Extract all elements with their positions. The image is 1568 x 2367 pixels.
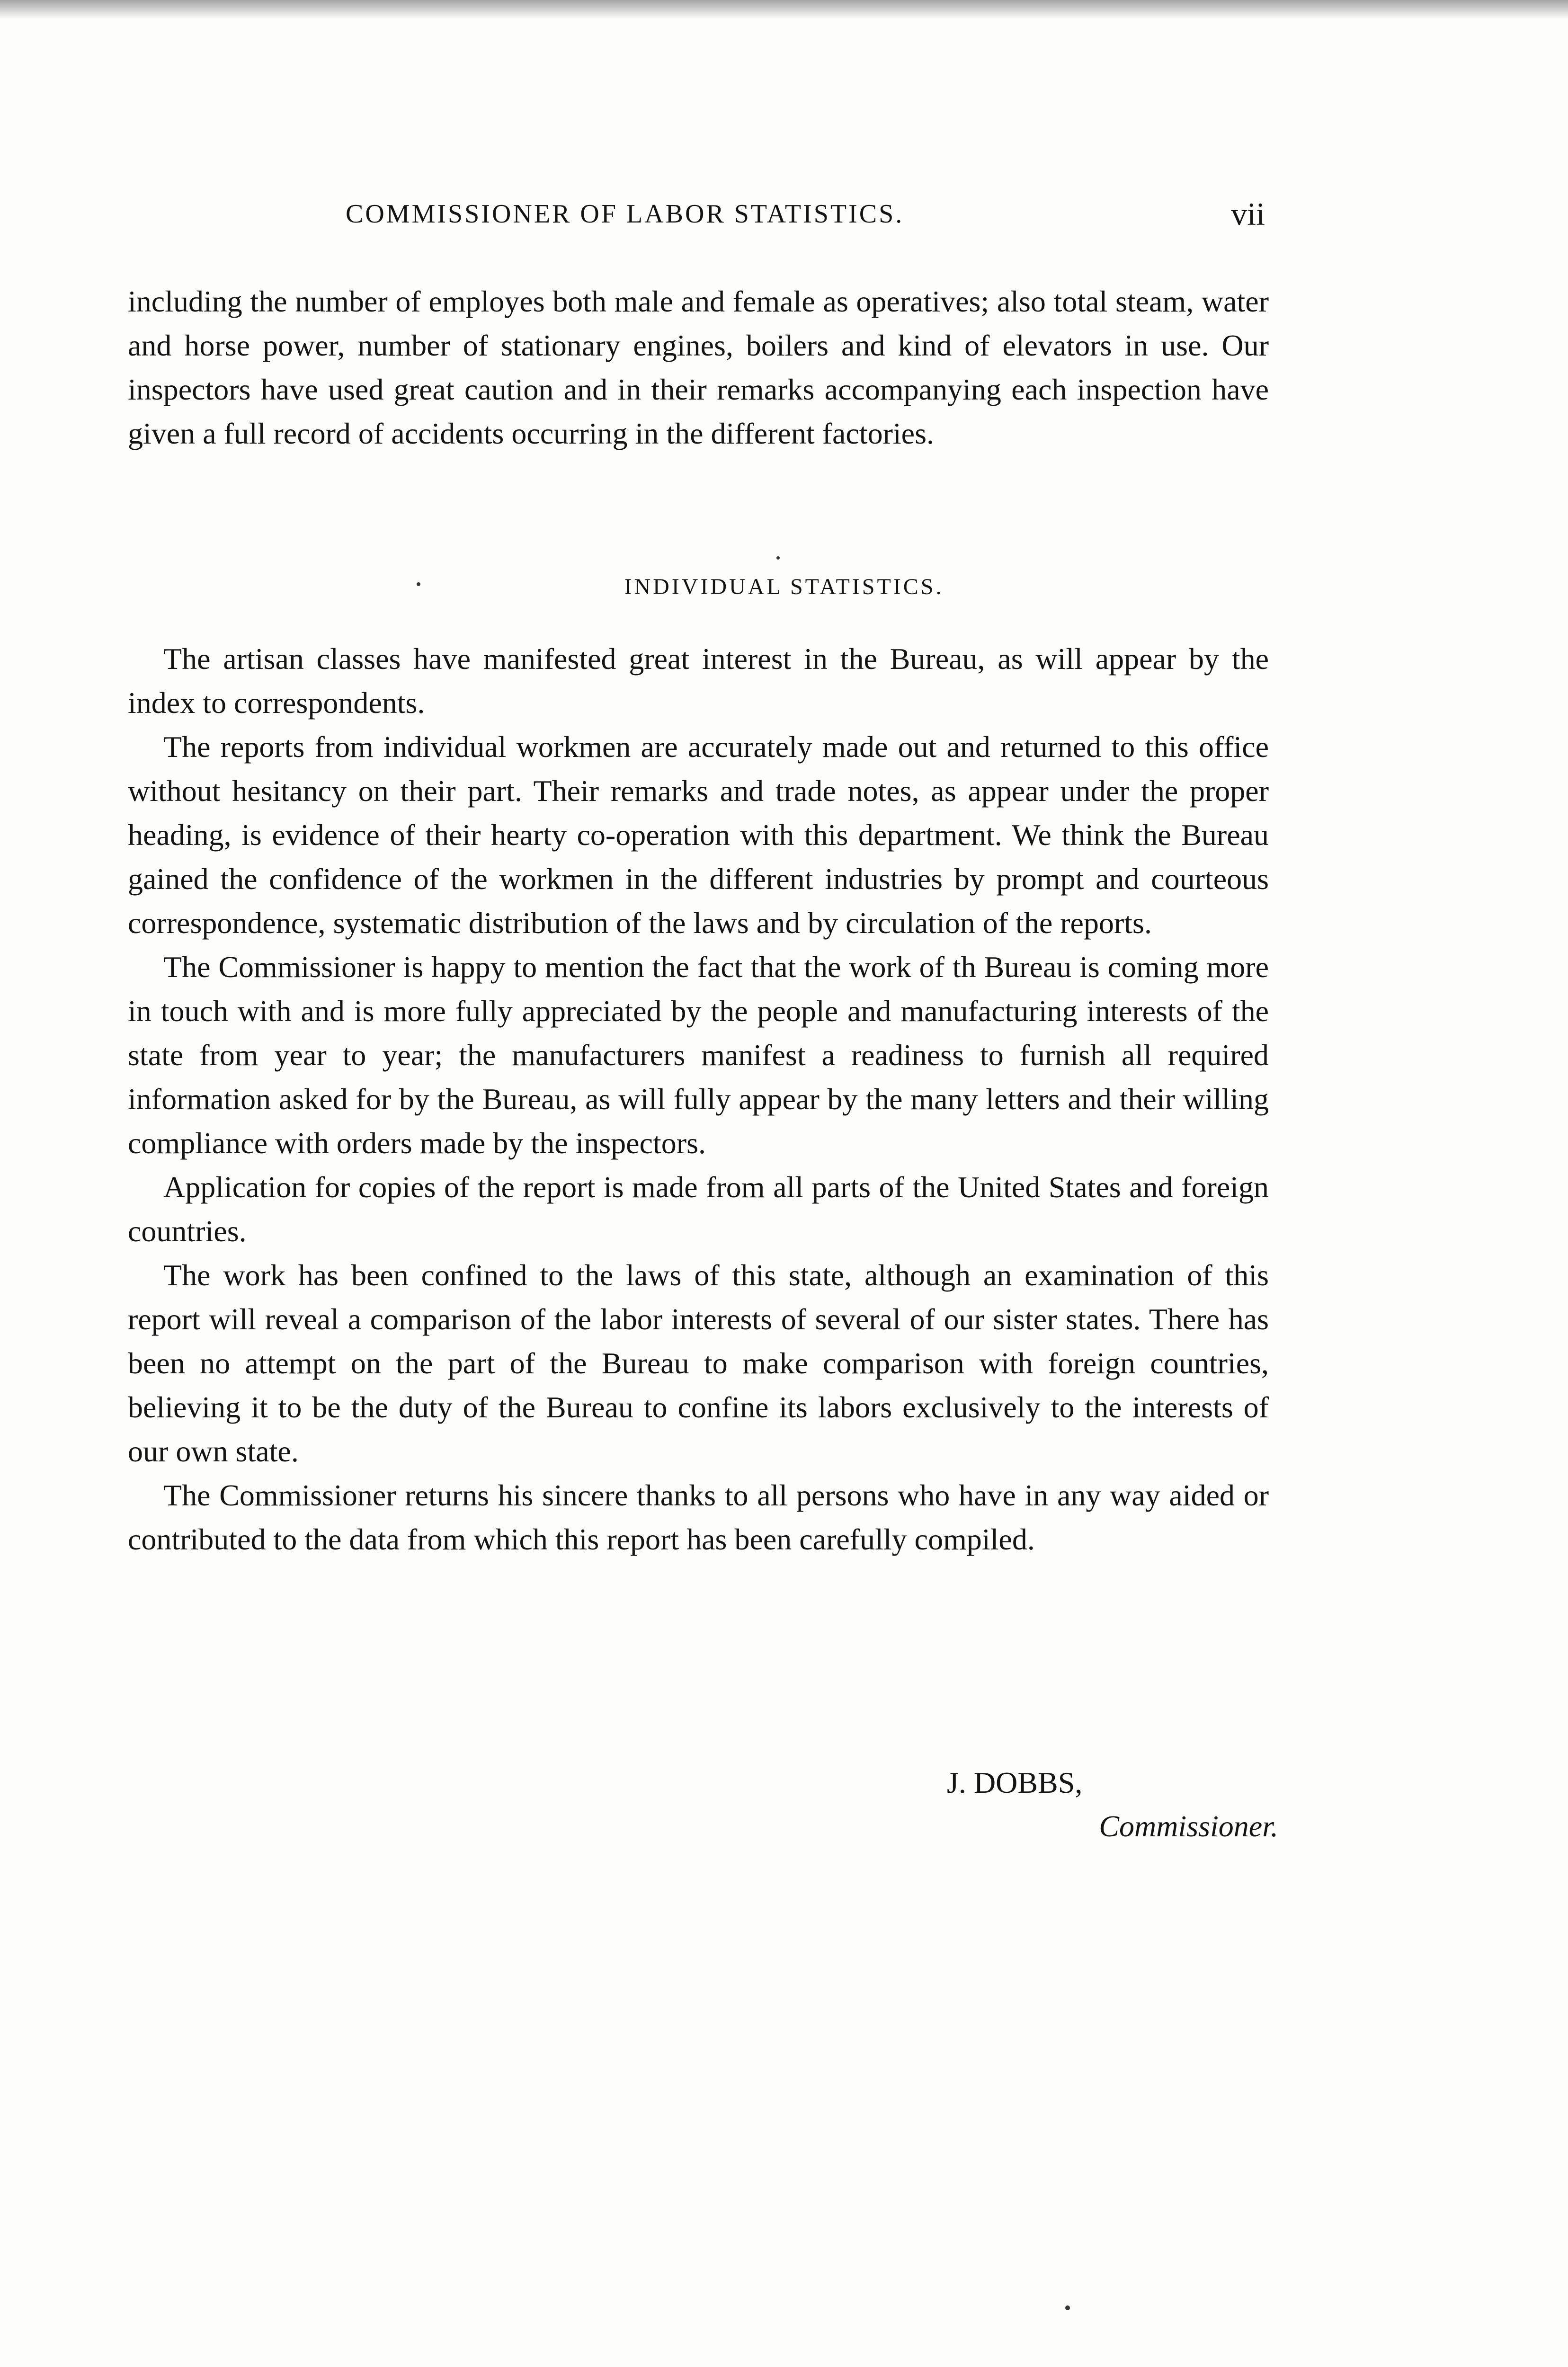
paragraph-individual-reports: The reports from individual workmen are accurately made out and returned to this office without hesitancy on their part. Their remarks and trade notes, as appear under the proper heading, is evidence of their hearty co-operation with this department. We think the Bureau gained the confidence of the workmen in the different industries by prompt and courteous correspondence, systematic distribution of the laws and by circulation of the reports. bbox=[128, 730, 1269, 940]
scan-speck bbox=[776, 556, 780, 560]
section-body bbox=[128, 637, 1269, 1561]
paragraph-work-confined: The work has been confined to the laws of this state, although an examination of this report will reveal a comparison of the labor interests of several of our sister states. There has been no attempt on the part of the Bureau to make comparison with foreign countries, believing it to be the duty of the Bureau to confine its labors exclusively to the interests of our own state. bbox=[128, 1258, 1269, 1468]
scan-speck bbox=[1065, 2305, 1070, 2310]
paragraph-thanks: The Commissioner returns his sincere thanks to all persons who have in any way aided or contributed to the data from which this report has been carefully compiled. bbox=[128, 1478, 1269, 1556]
page-number: vii bbox=[1231, 196, 1265, 232]
paragraph-artisan-interest: The artisan classes have manifested great interest in the Bureau, as will appear by the index to correspondents. bbox=[128, 642, 1269, 720]
scan-speck bbox=[417, 582, 420, 586]
signature-name: J. DOBBS, bbox=[947, 1766, 1083, 1799]
signature-title: Commissioner. bbox=[1099, 1809, 1278, 1843]
paragraph-application-copies: Application for copies of the report is made from all parts of the United States and foreign countries. bbox=[128, 1170, 1269, 1248]
section-heading: INDIVIDUAL STATISTICS. bbox=[624, 574, 944, 599]
opening-paragraph-block bbox=[128, 279, 1269, 455]
running-header bbox=[346, 195, 1265, 233]
paragraph-commissioner-happy: The Commissioner is happy to mention the fact that the work of th Bureau is coming more in touch with and is more fully appreciated by the people and manufacturing interests of the state from year to year; the manufacturers manifest a readiness to furnish all required information asked for by the Bureau, as will fully appear by the many letters and their willing compliance with orders made by the inspectors. bbox=[128, 950, 1269, 1160]
opening-paragraph: including the number of employes both male and female as operatives; also total steam, water and horse power, number of stationary engines, boilers and kind of elevators in use. Our inspectors have used great caution and in their remarks accompanying each inspection have given a full record of accidents occurring in the different factories. bbox=[128, 285, 1269, 450]
scan-edge-shadow bbox=[0, 0, 1568, 19]
running-title: COMMISSIONER OF LABOR STATISTICS. bbox=[346, 199, 904, 229]
signature-block bbox=[928, 1761, 1278, 1848]
